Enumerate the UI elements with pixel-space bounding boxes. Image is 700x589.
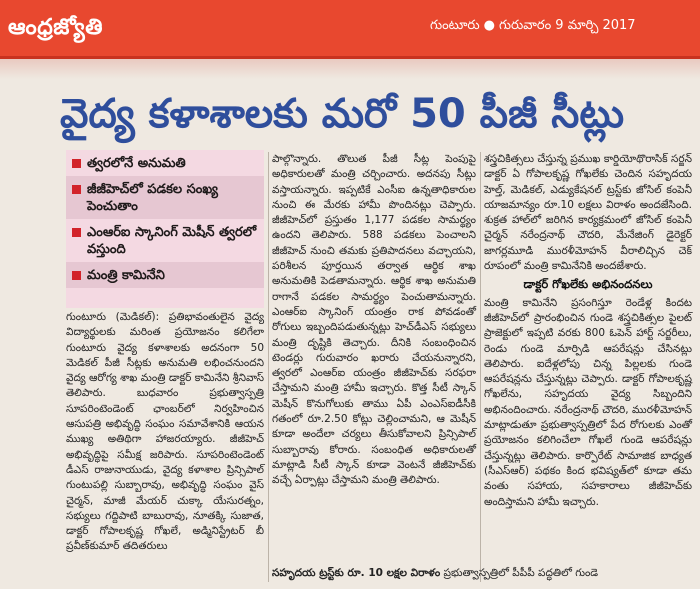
red-square-icon bbox=[72, 185, 81, 194]
highlight-text: ఎంఆర్‌ఐ స్కానింగ్ మెషీన్ త్వరలో వస్తుంది bbox=[87, 225, 257, 257]
body-text: పాల్గొన్నారు. తొలుత పీజీ సీట్ల పెంపుపై అధికారులతో మంత్రి చర్చించారు. అదనపు సీట్లు వస్తాయన్నారు. ఇప్పటికే ఎంసీఐ ఉన్నతాధికారుల నుంచి ఈ మేరకు హామీ పొందినట్లు చెప్పారు. జీజీహెచ్‌లో ప్రస్తుతం 1,177 పడకల సామర్థ్యం ఉందని తెలిపారు. 588 పడకలు పెంచాలని జీజీహెచ్ నుంచి తమకు ప్రతిపాదనలు వచ్చాయని, పరిశీలన పూర్తయిన తర్వాత ఆర్థిక శాఖ అనుమతికి పెడతామన్నారు. ఆర్థిక శాఖ అనుమతి రాగానే పడకల సామర్థ్యం పెంచుతామన్నారు. ఎంఆర్ఐ స్కానింగ్ యంత్రం రాక పోవడంతో రోగులు ఇబ్బందిపడుతున్నట్లు హెచ్‌డీఎస్ సభ్యులు మంత్రి దృష్టికి తెచ్చారు. దీనికి సంబంధించిన టెండర్లు గురువారం ఖరారు చేయనున్నారని, త్వరలో ఎంఆర్ఐ యంత్రం జీజీహెచ్‌కు సరఫరా చేస్తామని మంత్రి హామీ ఇచ్చారు. కొత్త సీటీ స్కాన్ మెషీన్ కొనుగోలుకు తాము ఏపీ ఎంఎస్ఐడీసీకి గతంలో రూ.2.50 కోట్లు చెల్లించామని, ఆ మెషీన్ కూడా అందేలా చర్యలు తీసుకోవాలని ప్రిన్సిపాల్ సుబ్బారావు కోరారు. సంబంధిత అధికారులతో మాట్లాడి సీటీ స్కాన్ కూడా వెంటనే జీజీహెచ్‌కు వచ్చే ఏర్పాట్లు చేస్తామని మంత్రి తెలిపారు. bbox=[272, 153, 476, 487]
bullet-dot-icon: ● bbox=[483, 18, 495, 33]
body-text: గుంటూరు (మెడికల్): ప్రతిభావంతులైన వైద్య విద్యార్థులకు మరింత ప్రయోజనం కలిగేలా గుంటూరు వైద్య కళాశాలకు అదనంగా 50 మెడికల్ పీజీ సీట్లకు అనుమతి లభించనుందని వైద్య ఆరోగ్య శాఖ మంత్రి డాక్టర్ కామినేని శ్రీనివాస్ తెలిపారు. బుధవారం ప్రభుత్వాస్పత్రి సూపరింటెండెంట్ ఛాంబర్‌లో నిర్వహించిన ఆసుపత్రి అభివృద్ధి సంఘం సమావేశానికి ఆయన ముఖ్య అతిథిగా హాజరయ్యారు. జీజీహెచ్ అభివృద్ధిపై సమీక్ష జరిపారు. సూపరింటెండెంట్ డీఎస్ రాజునాయుడు, వైద్య కళాశాల ప్రిన్సిపాల్ గుంటుపల్లి సుబ్బారావు, అభివృద్ధి సంఘం వైస్ చైర్మన్, మాజీ మేయర్ చుక్కా యేసురత్నం, సభ్యులు గద్దిపాటి బాబురావు, నూతక్కి సుజాత, డాక్టర్ గోపాలకృష్ణ గోఖలే, అడ్మినిస్ట్రేటర్ బీ ప్రవీణ్‌కుమార్ తదితరులు bbox=[66, 311, 264, 553]
headline: వైద్య కళాశాలకు మరో 50 పీజీ సీట్లు bbox=[60, 91, 625, 137]
highlights-box bbox=[66, 150, 264, 308]
date-label: గురువారం 9 మార్చి 2017 bbox=[498, 18, 636, 33]
article-column-3 bbox=[484, 152, 692, 580]
article-column-1 bbox=[66, 310, 264, 582]
highlight-item bbox=[66, 150, 264, 176]
dateline bbox=[430, 18, 694, 36]
column-divider bbox=[480, 152, 481, 582]
article-column-2 bbox=[272, 152, 476, 572]
highlight-item bbox=[66, 176, 264, 219]
red-square-icon bbox=[72, 228, 81, 237]
highlight-text: మంత్రి కామినేని bbox=[87, 268, 165, 283]
city-label: గుంటూరు bbox=[430, 18, 480, 33]
highlight-item bbox=[66, 262, 264, 288]
highlight-text: త్వరలోనే అనుమతి bbox=[87, 156, 186, 171]
column-divider bbox=[268, 152, 269, 582]
highlight-item bbox=[66, 219, 264, 262]
subhead-continuation: ప్రభుత్వాస్పత్రిలో పీపీపీ పద్ధతిలో గుండె bbox=[443, 567, 599, 579]
red-square-icon bbox=[72, 159, 81, 168]
body-text: మంత్రి కామినేని ప్రసంగిస్తూ రెండేళ్ల కిందట జీజీహెచ్‌లో ప్రారంభించిన గుండె శస్త్రచికిత్సల పైలట్ ప్రాజెక్టులో ఇప్పటి వరకు 800 ఓపెన్ హార్ట్ సర్జరీలు, రెండు గుండె మార్పిడి ఆపరేషన్లు చేసినట్లు తెలిపారు. ఐదేళ్లలోపు చిన్న పిల్లలకు గుండె ఆపరేషన్లను చేస్తున్నట్లు చెప్పారు. డాక్టర్ గోపాలకృష్ణ గోఖలేను, సహృదయ వైద్య సిబ్బందిని అభినందించారు. నరేంద్రనాథ్ చౌదరి, మురళీమోహన్ మాట్లాడుతూ ప్రభుత్వాస్పత్రిలో పేద రోగులకు ఎంతో ప్రయోజనం కలిగించేలా గోఖలే గుండె ఆపరేషన్లు చేస్తున్నట్లు తెలిపారు. కార్పొరేట్ సామాజిక బాధ్యత (సీఎస్ఆర్) పథకం కింద భవిష్యత్‌లో కూడా తమ వంతు సహాయ, సహకారాలు జీజీహెచ్‌కు అందిస్తామని హామీ ఇచ్చారు. bbox=[484, 296, 692, 508]
section-subhead: డాక్టర్ గోఖలేకు అభినందనలు bbox=[523, 277, 653, 292]
subhead-bold: సహృదయ ట్రస్ట్‌కు రూ. 10 లక్షల విరాళం bbox=[272, 567, 441, 579]
faded-strip bbox=[0, 59, 700, 79]
masthead bbox=[0, 0, 700, 59]
body-text: శస్త్రచికిత్సలు చేస్తున్న ప్రముఖ కార్డియోథొరాసిక్ సర్జన్ డాక్టర్ ఏ గోపాలకృష్ణ గోఖలేకు చెందిన సహృదయ హెల్త్, మెడికల్, ఎడ్యుకేషనల్ ట్రస్ట్‌కు జోసిల్ కంపెనీ యాజమాన్యం రూ.10 లక్షలు విరాళం అందజేసింది. శుక్రత హాల్‌లో జరిగిన కార్యక్రమంలో జోసిల్ కంపెనీ చైర్మన్ నరేంద్రనాథ్ చౌదరి, మేనేజింగ్ డైరెక్టర్ జాగర్లమూడి మురళీమోహన్ వీరాలిచ్చిన చెక్ రూపంలో మంత్రి కామినేనికి అందజేశారు. bbox=[484, 153, 692, 273]
highlight-text: జీజీహెచ్‌లో పడకల సంఖ్య పెంచుతాం bbox=[87, 182, 218, 214]
donation-subhead bbox=[272, 566, 599, 584]
red-square-icon bbox=[72, 271, 81, 280]
newspaper-logo: ఆంధ్రజ్యోతి bbox=[8, 14, 103, 40]
